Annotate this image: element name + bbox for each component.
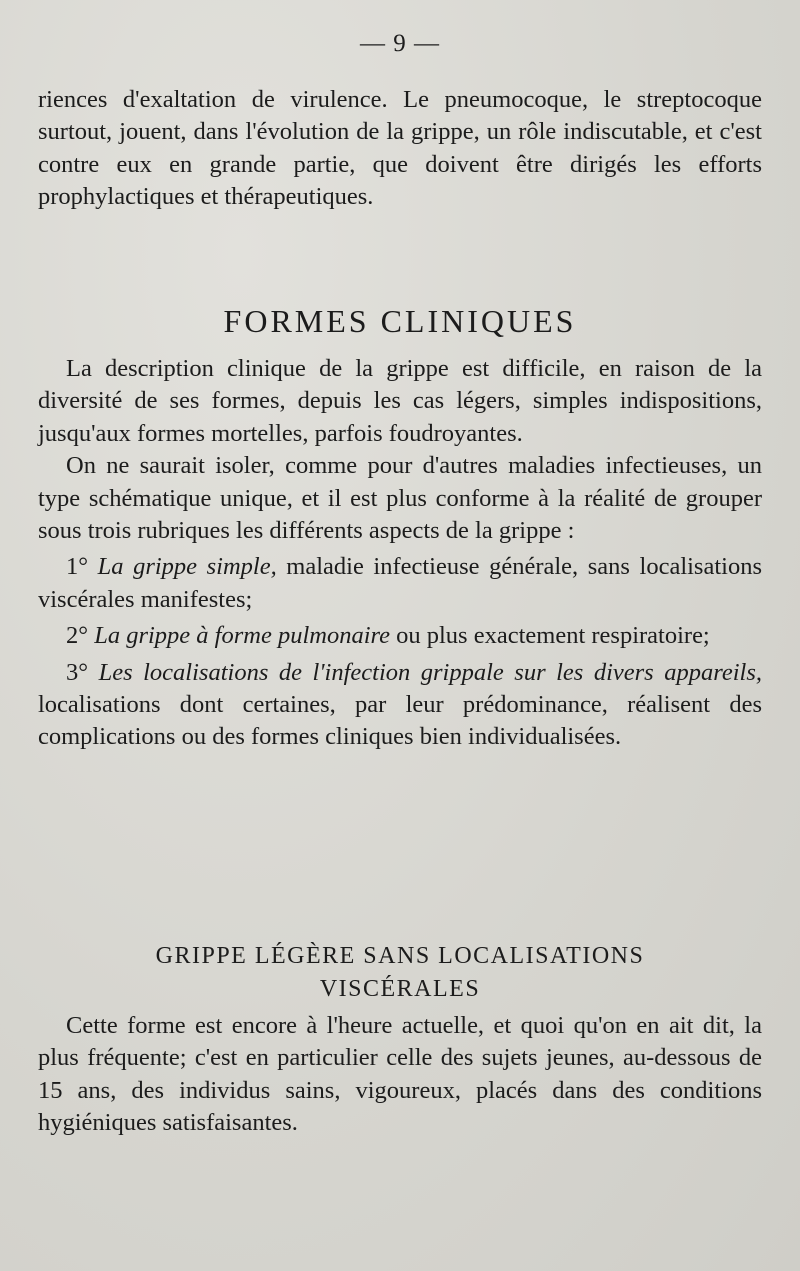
list-item [38, 620, 762, 652]
section2-paragraph-1: Cette forme est encore à l'heure actuelle, et quoi qu'on en ait dit, la plus fréquente; c'est en particulier celle des sujets jeunes, au-dessous de 15 ans, des individus sains, vigoureux, placés dans des conditions hygiéniques satisfaisantes. [38, 1012, 762, 1137]
section1-paragraph-1: La description clinique de la grippe est difficile, en raison de la diversité de ses formes, depuis les cas légers, simples indispositions, jusqu'aux formes mortelles, parfois foudroyantes. [38, 355, 762, 447]
section2-title-line-1: GRIPPE LÉGÈRE SANS LOCALISATIONS [155, 942, 645, 969]
list-item [38, 551, 762, 616]
section1-body [38, 353, 762, 754]
list-item-italic: La grippe simple, [97, 553, 277, 581]
list-item-text: ou plus exactement respiratoire; [390, 622, 710, 650]
list-item-text: maladie infectieuse générale, sans localisations viscérales manifestes; [38, 553, 762, 613]
list-item-italic: La grippe à forme pulmonaire [94, 622, 390, 650]
section1-paragraph-2: On ne saurait isoler, comme pour d'autres maladies infectieuses, un type schématique unique, et il est plus conforme à la réalité de grouper sous trois rubriques les différents aspects de la grippe : [38, 452, 762, 545]
list-item-italic: Les localisations de l'infection grippale sur les divers appareils, [98, 658, 762, 686]
page-number: — 9 — [360, 30, 440, 57]
intro-paragraph: riences d'exaltation de virulence. Le pneumocoque, le streptocoque surtout, jouent, dans l'évolution de la grippe, un rôle indiscutable, et c'est contre eux en grande partie, que doivent être dirigés les efforts prophylactiques et thérapeutiques. [38, 86, 762, 211]
list-item [38, 657, 762, 754]
section2-body [38, 1010, 762, 1140]
section-title-formes-cliniques: FORMES CLINIQUES [223, 303, 577, 340]
list-item-number: 1° [66, 553, 89, 581]
list-item-number: 3° [66, 658, 89, 686]
section-title-grippe-legere [0, 940, 800, 1006]
list-item-text: localisations dont certaines, par leur prédominance, réalisent des complications ou des formes cliniques bien individualisées. [38, 691, 762, 751]
intro-text-block [38, 84, 762, 214]
list-item-number: 2° [66, 622, 89, 650]
section2-title-line-2: VISCÉRALES [319, 975, 481, 1002]
